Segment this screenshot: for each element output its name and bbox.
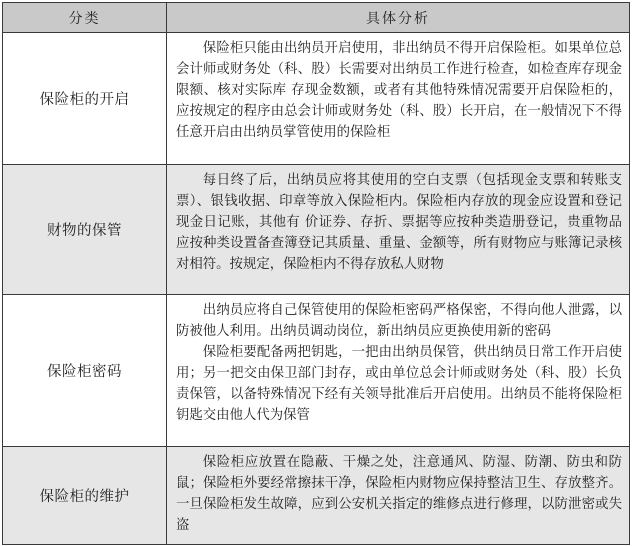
- table-row: [3, 33, 630, 165]
- row-category: 保险柜密码: [3, 295, 167, 447]
- analysis-table: [2, 2, 630, 545]
- analysis-paragraph: 出纳员应将自己保管使用的保险柜密码严格保密，不得向他人泄露，以防被他人利用。出纳员调动岗位，新出纳员应更换使用新的密码: [176, 303, 622, 339]
- analysis-paragraph: 保险柜要配备两把钥匙，一把由出纳员保管，供出纳员日常工作开启使用；另一把交由保卫部门封存，或由单位总会计师或财务处（科、股）长负责保管，以备特殊情况下经有关领导批准后开启使用。出纳员不能将保险柜钥匙交由他人代为保管: [176, 345, 622, 423]
- analysis-paragraph: 保险柜只能由出纳员开启使用，非出纳员不得开启保险柜。如果单位总会计师或财务处（科、股）长需要对出纳员工作进行检查，如检查库存现金限额、核对实际库 存现金数额，或者有其他特殊情况需要开启保险柜的，应按规定的程序由总会计师或财务处（科、股）长开启，在一般情况下不得任意开启由出纳员掌管使用的保险柜: [176, 41, 622, 140]
- header-category: 分类: [3, 3, 167, 33]
- row-category: 财物的保管: [3, 165, 167, 295]
- row-category: 保险柜的维护: [3, 447, 167, 545]
- table-row: [3, 165, 630, 295]
- table-header-row: [3, 3, 630, 33]
- analysis-paragraph: 每日终了后，出纳员应将其使用的空白支票（包括现金支票和转账支票）、银钱收据、印章等放入保险柜内。保险柜内存放的现金应设置和登记现金日记账，其他有 价证券、存折、票据等应按种类造册登记，贵重物品应按种类设置备查簿登记其质量、重量、金额等，所有财物应与账簿记录核对相符。按规定，保险柜内不得存放私人财物: [176, 173, 622, 272]
- row-analysis: [167, 165, 630, 295]
- row-analysis: [167, 33, 630, 165]
- analysis-table-container: [2, 2, 629, 543]
- header-analysis: 具体分析: [167, 3, 630, 33]
- table-row: [3, 295, 630, 447]
- row-analysis: [167, 295, 630, 447]
- analysis-paragraph: 保险柜应放置在隐蔽、干燥之处，注意通风、防湿、防潮、防虫和防鼠；保险柜外要经常擦抹干净，保险柜内财物应保持整洁卫生、存放整齐。一旦保险柜发生故障，应到公安机关指定的维修点进行修理，以防泄密或失盗: [176, 455, 622, 533]
- table-row: [3, 447, 630, 545]
- row-category: 保险柜的开启: [3, 33, 167, 165]
- row-analysis: [167, 447, 630, 545]
